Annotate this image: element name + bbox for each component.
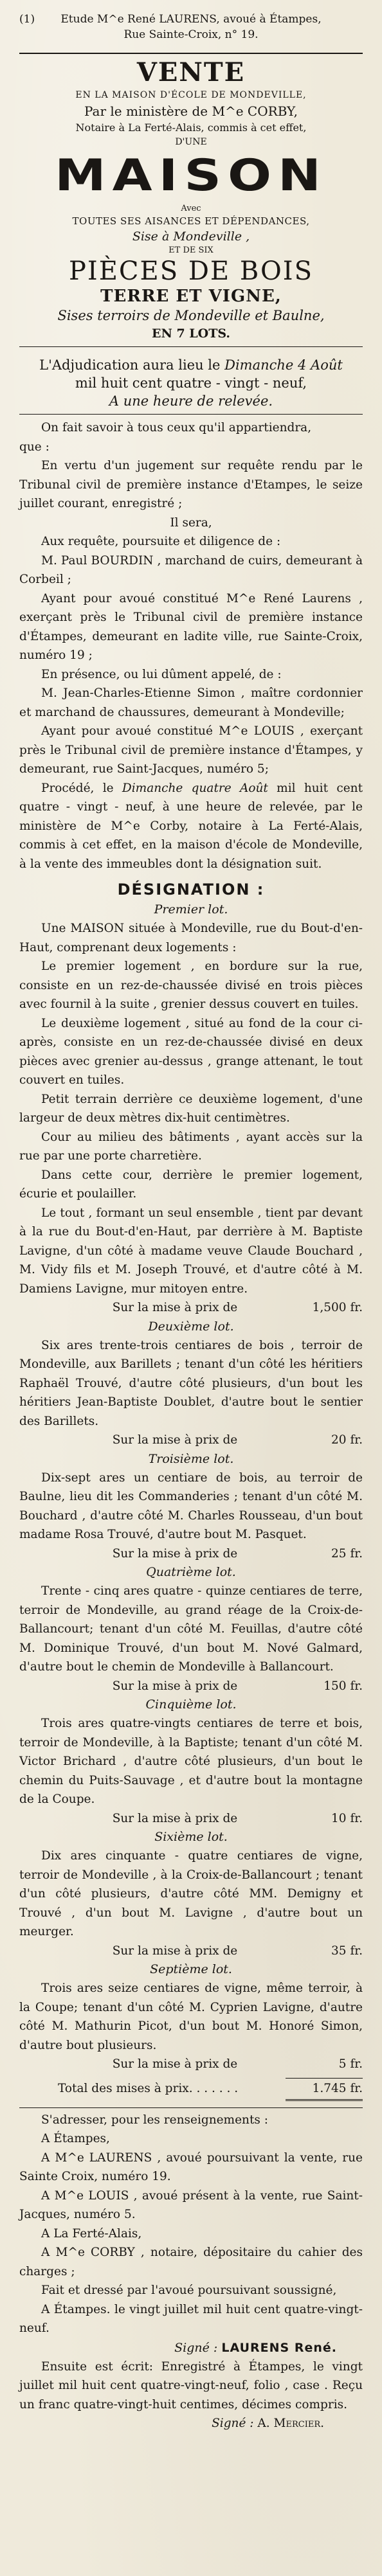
price-label: Sur la mise à prix de — [112, 1546, 238, 1561]
vente-heading: VENTE — [136, 57, 246, 87]
divider — [19, 346, 363, 347]
closing-paragraph: A La Ferté-Alais, — [41, 2226, 142, 2241]
price-amount: 10 fr. — [331, 1811, 363, 1825]
lot-paragraph: Dix-sept ares un centiare de bois, au terroir de Baulne, lieu dit les Commanderies ; tenant d'un côté M. Bouchard , d'autre côté M. Charles Rousseau, d'un bout madame Rosa Trouvé, d'autre bout M. Pasquet. — [19, 1471, 363, 1541]
price-label: Sur la mise à prix de — [112, 1811, 238, 1825]
lot-title: Deuxième lot. — [148, 1319, 234, 1334]
lot-paragraph: Six ares trente-trois centiares de bois , terroir de Mondeville, aux Barillets ; tenant d'un côté les héritiers Raphaël Trouvé, d'autre côté plusieurs, d'un bout les héritiers Jean-Baptiste Doublet, d'autre bout le sentier des Barillets. — [19, 1338, 363, 1428]
closing-paragraph: A Étampes, — [41, 2132, 110, 2145]
lot-title: Troisième lot. — [148, 1451, 234, 1466]
lot-paragraph: Le premier logement , en bordure sur la rue, consiste en un rez-de-chaussée divisé en trois pièces avec fournil à la suite , grenier dessus couvert en tuiles. — [19, 960, 363, 1011]
closing-paragraph: A M^e CORBY , notaire, dépositaire du cahier des charges ; — [19, 2246, 363, 2278]
closing-paragraph: A M^e LAURENS , avoué poursuivant la vente, rue Sainte Croix, numéro 19. — [19, 2151, 363, 2183]
et-de-six-line: ET DE SIX — [168, 246, 214, 255]
notary-line: Notaire à La Ferté-Alais, commis à cet effet, — [75, 121, 307, 134]
divider — [19, 414, 363, 415]
body-paragraph: M. Jean-Charles-Etienne Simon , maître cordonnier et marchand de chaussures, demeurant à Mondeville; — [19, 686, 363, 719]
ministry-line: Par le ministère de M^e CORBY, — [84, 103, 298, 119]
lot-title: Septième lot. — [150, 1962, 232, 1976]
lot-title: Premier lot. — [154, 902, 228, 917]
divider — [19, 53, 363, 54]
price-amount: 20 fr. — [331, 1433, 363, 1447]
notice-header — [19, 12, 363, 27]
lot-title: Cinquième lot. — [145, 1697, 237, 1712]
body-paragraph: On fait savoir à tous ceux qu'il appartiendra, — [41, 421, 312, 434]
lot-price-row — [19, 1431, 363, 1450]
signature-name: LAURENS René. — [221, 2340, 337, 2355]
lot-paragraph: Trois ares quatre-vingts centiares de terre et bois, terroir de Mondeville, à la Baptiste; tenant d'un côté M. Victor Brichard , d'autre côté plusieurs, d'un bout le chemin du Puits-Sauvage , et d'autre bout la montagne de la Coupe. — [19, 1717, 363, 1806]
price-amount: 1,500 fr. — [312, 1301, 363, 1314]
lot-title: Quatrième lot. — [146, 1565, 236, 1579]
body-paragraph: Ayant pour avoué constitué M^e LOUIS , exerçant près le Tribunal civil de première instance d'Étampes, y demeurant, rue Saint-Jacques, numéro 5; — [19, 724, 363, 776]
total-row — [19, 2078, 363, 2101]
body-paragraph: En vertu d'un jugement sur requête rendu par le Tribunal civil de première instance d'Etampes, le seize juillet courant, enregistré ; — [19, 459, 363, 510]
lot-paragraph: Trente - cinq ares quatre - quinze centiares de terre, terroir de Mondeville, au grand réage de la Croix-de-Ballancourt; tenant d'un côté M. Feuillas, d'autre côté M. Dominique Trouvé, d'un bout M. Nové Galmard, d'autre bout le chemin de Mondeville à Ballancourt. — [19, 1584, 363, 1674]
price-label: Sur la mise à prix de — [112, 1679, 238, 1693]
price-label: Sur la mise à prix de — [112, 1944, 238, 1958]
notice-number: (1) — [19, 13, 35, 26]
lots-count-line: EN 7 LOTS. — [151, 326, 230, 341]
body-paragraph: M. Paul BOURDIN , marchand de cuirs, demeurant à Corbeil ; — [19, 553, 363, 586]
divider — [19, 2107, 363, 2108]
body-paragraph: que : — [19, 440, 50, 454]
registrar-signature: Signé : A. Mercier. — [212, 2417, 324, 2430]
location-line: EN LA MAISON D'ÉCOLE DE MONDEVILLE, — [75, 90, 307, 100]
body-paragraph: Ayant pour avoué constitué M^e René Laurens , exerçant près le Tribunal civil de première instance d'Étampes, demeurant en ladite ville, rue Sainte-Croix, numéro 19 ; — [19, 591, 363, 662]
lot-price-row — [19, 1544, 363, 1564]
lot-paragraph: Le tout , formant un seul ensemble , tient par devant à la rue du Bout-d'en-Haut, par derrière à M. Baptiste Lavigne, d'un côté à madame veuve Claude Bouchard , M. Vidy fils et M. Joseph Trouvé, et d'autre côté à M. Damiens Lavigne, mur mitoyen entre. — [19, 1206, 363, 1296]
pieces-heading: PIÈCES DE BOIS — [69, 256, 313, 286]
closing-paragraph: A M^e LOUIS , avoué présent à la vente, rue Saint-Jacques, numéro 5. — [19, 2188, 363, 2221]
price-amount: 150 fr. — [323, 1679, 363, 1693]
lot-paragraph: Cour au milieu des bâtiments , ayant accès sur la rue par une porte charretière. — [19, 1130, 363, 1163]
closing-paragraph: Ensuite est écrit: Enregistré à Étampes, le vingt juillet mil huit cent quatre-vingt-neuf, folio , case . Reçu un franc quatre-vingt-huit centimes, décimes compris. — [19, 2359, 363, 2411]
lot-paragraph: Petit terrain derrière ce deuxième logement, d'une largeur de deux mètres dix-huit centimètres. — [19, 1092, 363, 1125]
lot-paragraph: Dans cette cour, derrière le premier logement, écurie et poulailler. — [19, 1168, 363, 1201]
lot-title: Sixième lot. — [154, 1830, 228, 1844]
price-label: Sur la mise à prix de — [112, 1301, 238, 1314]
registrar-name: A. Mercier. — [257, 2417, 324, 2430]
lot-price-row — [19, 1298, 363, 1318]
etude-address: Rue Sainte-Croix, n° 19. — [123, 28, 259, 41]
lot-price-row — [19, 1677, 363, 1696]
sise-line: Sise à Mondeville , — [132, 229, 250, 244]
sises-line: Sises terroirs de Mondeville et Baulne, — [57, 308, 325, 323]
adjudication-line: L'Adjudication aura lieu le Dimanche 4 Août — [39, 357, 343, 373]
body-paragraph: En présence, ou lui dûment appelé, de : — [41, 667, 282, 681]
dune-line: D'UNE — [175, 137, 207, 147]
etude-line: Etude M^e René LAURENS, avoué à Étampes, — [60, 13, 322, 26]
body-paragraph: Procédé, le Dimanche quatre Août mil huit cent quatre - vingt - neuf, à une heure de relevée, par le ministère de M^e Corby, notaire à La Ferté-Alais, commis à cet effet, en la maison d'école de Mondeville, à la vente des immeubles dont la désignation suit. — [19, 781, 363, 871]
price-label: Sur la mise à prix de — [112, 1433, 238, 1447]
closing-paragraph: A Étampes. le vingt juillet mil huit cent quatre-vingt-neuf. — [19, 2302, 363, 2335]
notice-body — [19, 418, 363, 2338]
terre-vigne-heading: TERRE ET VIGNE, — [100, 287, 282, 306]
adjudication-time: A une heure de relevée. — [109, 393, 273, 409]
closing-paragraph: S'adresser, pour les renseignements : — [41, 2113, 269, 2127]
signature-line: Signé : LAURENS René. — [174, 2340, 337, 2355]
lot-paragraph: Dix ares cinquante - quatre centiares de vigne, terroir de Mondeville , à la Croix-de-Ballancourt ; tenant d'un côté plusieurs, d'autre côté MM. Demigny et Trouvé , d'un bout M. Lavigne , d'autre bout un meurger. — [19, 1849, 363, 1938]
lot-paragraph: Trois ares seize centiares de vigne, même terroir, à la Coupe; tenant d'un côté M. Cyprien Lavigne, d'autre côté M. Mathurin Picot, d'un bout M. Honoré Simon, d'autre bout plusieurs. — [19, 1981, 363, 2052]
adjudication-year: mil huit cent quatre - vingt - neuf, — [75, 375, 307, 391]
closing-paragraph: Fait et dressé par l'avoué poursuivant soussigné, — [41, 2284, 337, 2297]
lot-paragraph: Le deuxième logement , situé au fond de la cour ci-après, consiste en un rez-de-chaussée divisé en deux pièces avec grenier au-dessus , grange attenant, le tout couvert en tuiles. — [19, 1016, 363, 1087]
registration-note — [19, 2357, 363, 2415]
price-amount: 25 fr. — [331, 1546, 363, 1561]
price-amount: 5 fr. — [338, 2057, 363, 2071]
body-paragraph: Il sera, — [170, 515, 212, 530]
price-amount: 35 fr. — [331, 1944, 363, 1958]
price-label: Sur la mise à prix de — [112, 2057, 238, 2071]
lot-paragraph: Une MAISON située à Mondeville, rue du Bout-d'en-Haut, comprenant deux logements : — [19, 922, 363, 954]
designation-heading: DÉSIGNATION : — [117, 881, 265, 899]
lot-price-row — [19, 1809, 363, 1829]
dependances-line: TOUTES SES AISANCES ET DÉPENDANCES, — [72, 215, 310, 227]
lot-price-row — [19, 1942, 363, 1961]
maison-heading: MAISON — [55, 150, 327, 201]
lot-price-row — [19, 2055, 363, 2074]
body-paragraph: Aux requête, poursuite et diligence de : — [41, 535, 281, 548]
total-label: Total des mises à prix. . . . . . . — [58, 2081, 239, 2095]
avec-line: Avec — [181, 204, 201, 213]
total-amount: 1.745 fr. — [286, 2078, 363, 2101]
